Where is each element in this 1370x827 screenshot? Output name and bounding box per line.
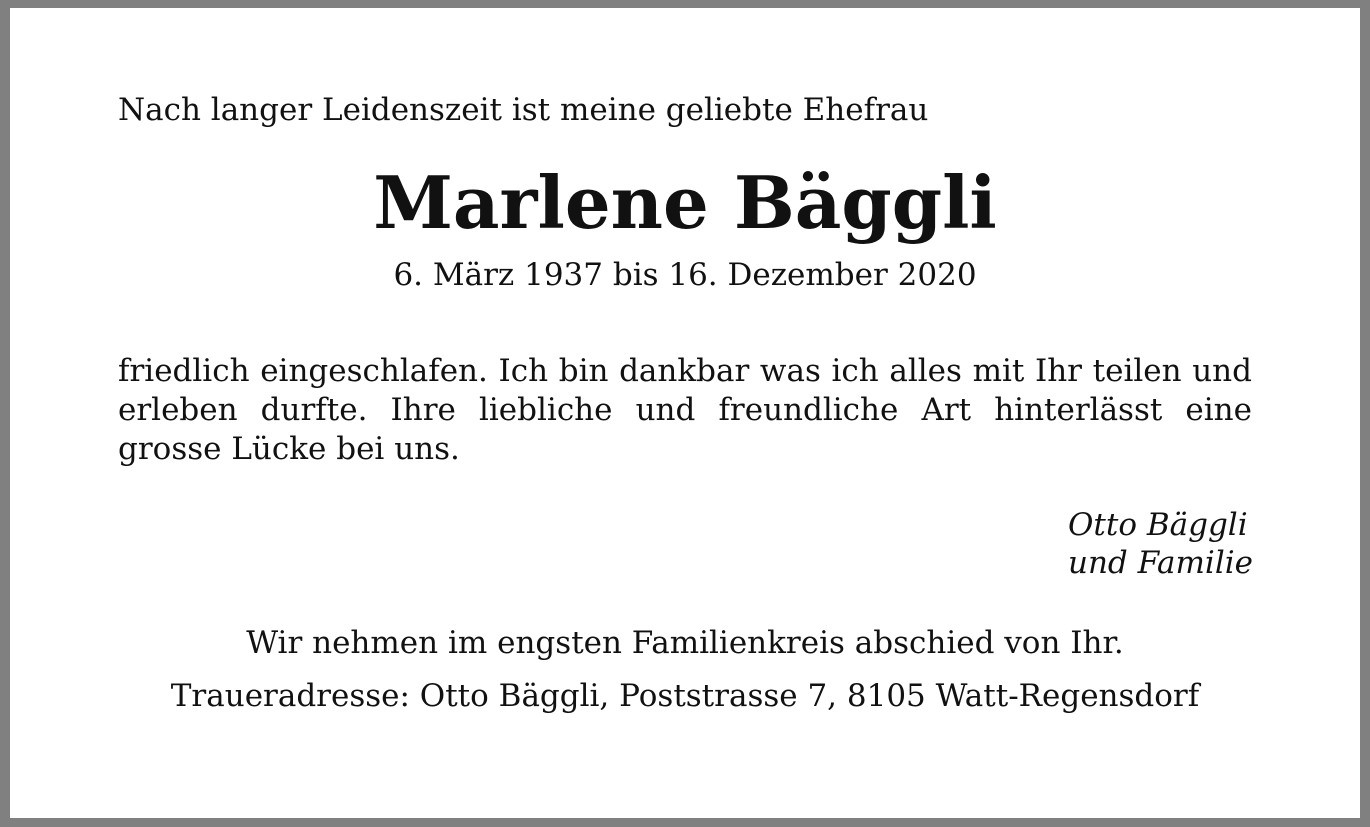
mourning-address: Traueradresse: Otto Bäggli, Poststrasse 7, 8105 Watt-Regensdorf <box>170 678 1200 714</box>
obituary-page <box>10 8 1360 818</box>
deceased-name: Marlene Bäggli <box>373 160 997 245</box>
intro-text: Nach langer Leidenszeit ist meine geliebte Ehefrau <box>118 92 929 128</box>
farewell-text: Wir nehmen im engsten Familienkreis abschied von Ihr. <box>246 625 1124 661</box>
signature-name: Otto Bäggli <box>1068 507 1248 543</box>
obituary-body: friedlich eingeschlafen. Ich bin dankbar was ich alles mit Ihr teilen und erleben durfte. Ihre liebliche und freundliche Art hinterlässt eine grosse Lücke bei uns. <box>118 353 1252 467</box>
signature <box>1068 506 1253 582</box>
signature-family: und Familie <box>1068 545 1254 581</box>
life-dates: 6. März 1937 bis 16. Dezember 2020 <box>393 257 977 293</box>
